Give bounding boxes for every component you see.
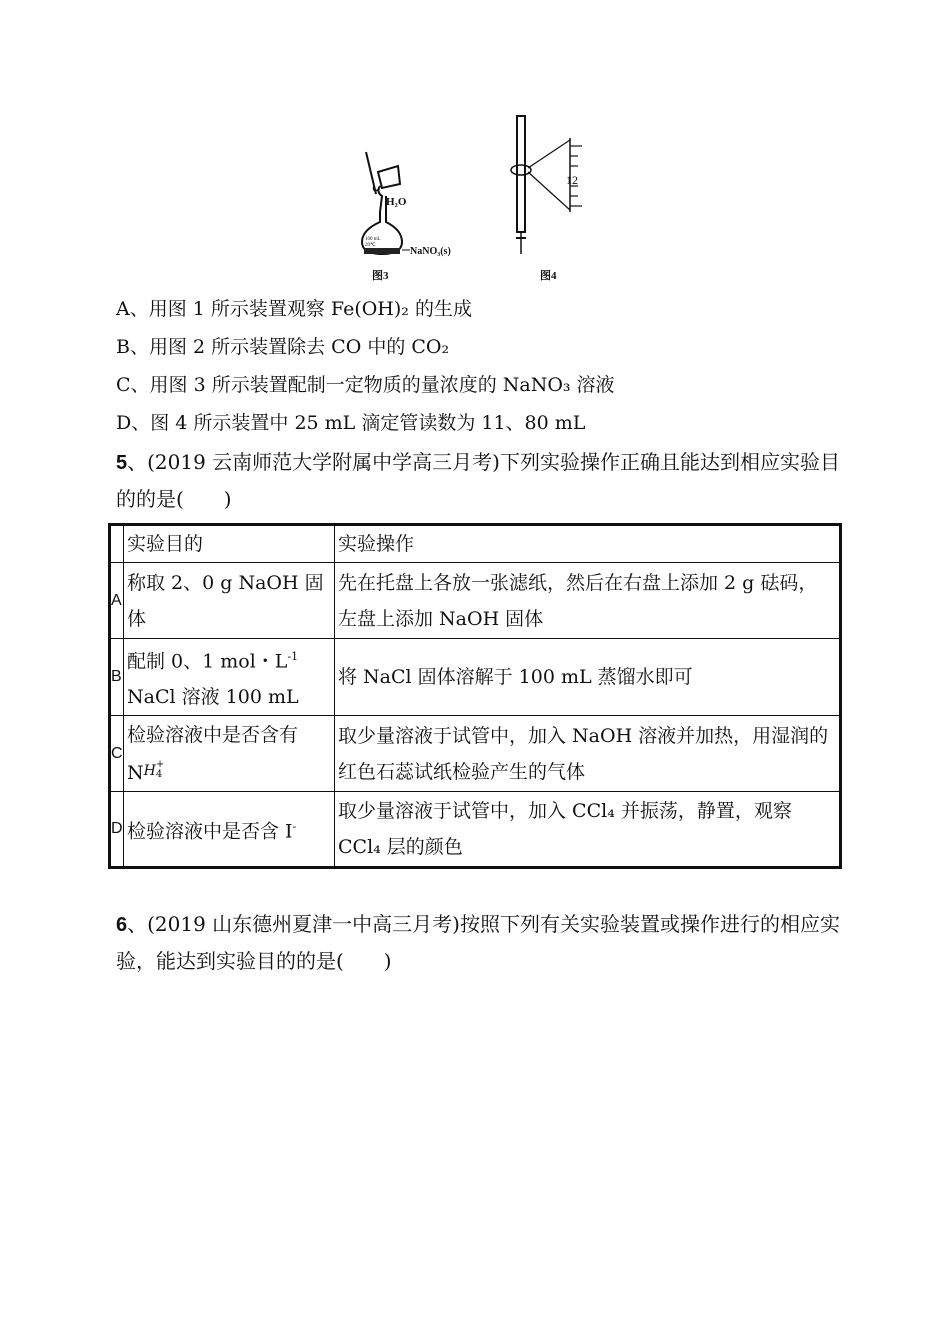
figure-4-reading-label: 12 xyxy=(566,173,578,187)
table-header-label-cell xyxy=(110,525,124,563)
table-row-operation: 将 NaCl 固体溶解于 100 mL 蒸馏水即可 xyxy=(335,639,841,716)
table-row-b xyxy=(110,639,841,716)
question-5 xyxy=(116,444,856,517)
figure-3-solid-label: NaNO₃(s) xyxy=(410,246,451,257)
question-5-number: 5 xyxy=(116,452,128,474)
figure-3-flask-mark-label: 100 mL 20℃ xyxy=(365,237,381,248)
figure-4-burette xyxy=(500,110,600,260)
table-row-operation: 取少量溶液于试管中，加入 CCl₄ 并振荡，静置，观察 CCl₄ 层的颜色 xyxy=(335,792,841,868)
table-row-goal: 检验溶液中是否含 I- xyxy=(124,792,335,868)
figure-3-water-label: H₂O xyxy=(386,196,407,208)
table-row-label: D xyxy=(110,792,124,868)
table-row-goal: 检验溶液中是否含有 $N^H+$ 4 xyxy=(124,716,335,792)
figure-4-caption: 图4 xyxy=(540,270,557,282)
figure-3-caption: 图3 xyxy=(372,270,389,282)
question-6-number: 6 xyxy=(116,914,128,936)
option-d: D、图 4 所示装置中 25 mL 滴定管读数为 11、80 mL xyxy=(116,412,586,434)
table-row-label: B xyxy=(110,639,124,716)
table-row-operation: 取少量溶液于试管中，加入 NaOH 溶液并加热，用湿润的红色石蕊试纸检验产生的气体 xyxy=(335,716,841,792)
figure-3-volumetric-flask xyxy=(350,150,460,280)
table-row-goal: 配制 0、1 mol・$L^{-1}$ NaCl 溶液 100 mL xyxy=(124,639,335,716)
table-header-operation: 实验操作 xyxy=(335,525,841,563)
question-5-text: 、(2019 云南师范大学附属中学高三月考)下列实验操作正确且能达到相应实验目的的是( ) xyxy=(116,450,840,511)
table-row-c xyxy=(110,716,841,792)
option-c: C、用图 3 所示装置配制一定物质的量浓度的 NaNO₃ 溶液 xyxy=(116,374,615,396)
experiment-table xyxy=(108,523,842,869)
option-a: A、用图 1 所示装置观察 Fe(OH)₂ 的生成 xyxy=(116,298,472,320)
table-row-operation: 先在托盘上各放一张滤纸，然后在右盘上添加 2 g 砝码，左盘上添加 NaOH 固体 xyxy=(335,563,841,639)
option-b: B、用图 2 所示装置除去 CO 中的 CO₂ xyxy=(116,336,450,358)
table-row-d xyxy=(110,792,841,868)
question-6-text: 、(2019 山东德州夏津一中高三月考)按照下列有关实验装置或操作进行的相应实验，能达到实验目的的是( ) xyxy=(116,912,840,973)
question-6 xyxy=(116,906,856,979)
table-header-row xyxy=(110,525,841,563)
table-header-goal: 实验目的 xyxy=(124,525,335,563)
table-row-a xyxy=(110,563,841,639)
table-row-goal: 称取 2、0 g NaOH 固体 xyxy=(124,563,335,639)
table-row-label: C xyxy=(110,716,124,792)
table-row-label: A xyxy=(110,563,124,639)
